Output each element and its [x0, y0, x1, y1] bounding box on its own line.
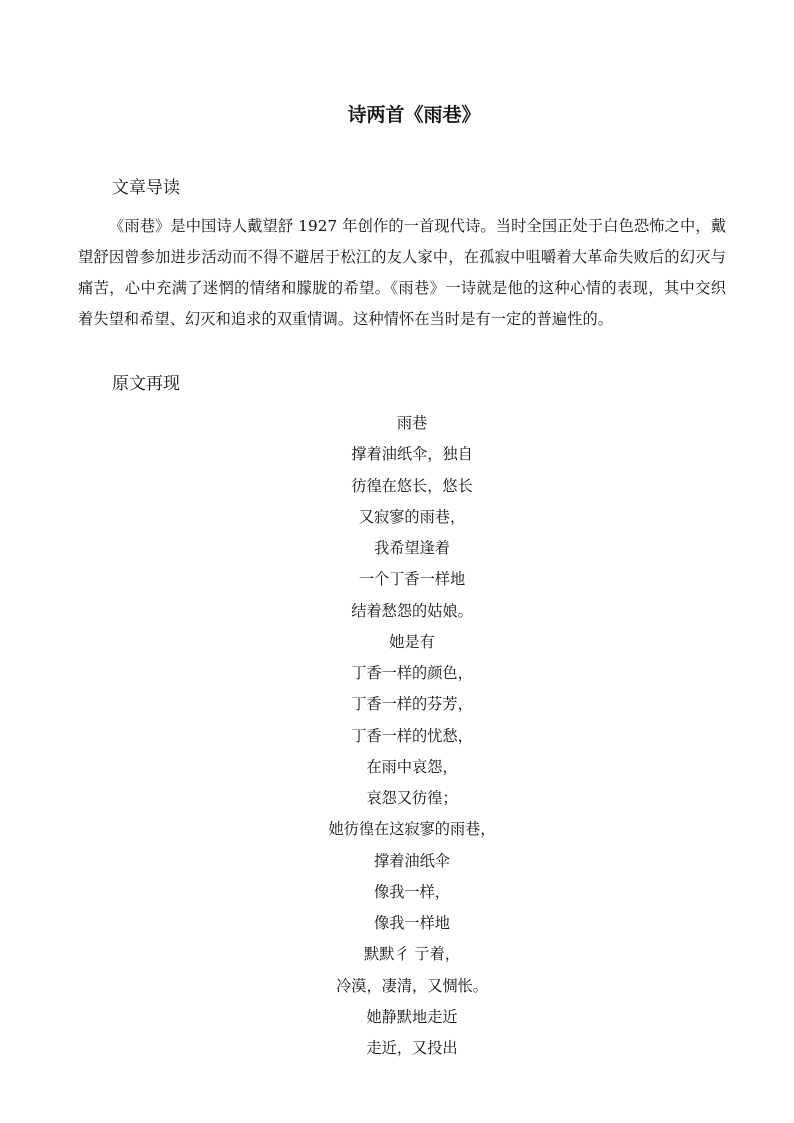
poem-line: 像我一样地 — [374, 914, 450, 932]
poem-line: 我希望逢着 — [374, 539, 450, 557]
poem-line: 在雨中哀怨， — [366, 757, 458, 776]
intro-paragraph: 《雨巷》是中国诗人戴望舒 1927 年创作的一首现代诗。当时全国正处于白色恐怖之中，戴望舒因曾参加进步活动而不得不避居于松江的友人家中，在孤寂中咀嚼着大革命失败后的幻灭与痛苦，心中充满了迷惘的情绪和朦胧的希望。《雨巷》一诗就是他的这种心情的表现，其中交织着失望和希望、幻灭和追求的双重情调。这种情怀在当时是有一定的普遍性的。 — [78, 217, 726, 328]
poem-line: 像我一样， — [374, 882, 450, 901]
poem-line: 撑着油纸伞，独自 — [351, 445, 473, 464]
poem-line: 她静默地走近 — [366, 1007, 458, 1026]
poem-title: 雨巷 — [396, 414, 428, 432]
original-text-heading: 原文再现 — [112, 374, 180, 394]
poem — [0, 408, 794, 1064]
intro-heading: 文章导读 — [112, 178, 180, 198]
poem-line: 丁香一样的忧愁， — [351, 726, 473, 745]
poem-line: 她彷徨在这寂寥的雨巷， — [328, 820, 496, 839]
poem-line: 默默彳 亍着， — [364, 945, 460, 964]
poem-line: 冷漠，凄清，又惆怅。 — [336, 976, 488, 995]
poem-line: 哀怨又彷徨； — [366, 789, 458, 807]
poem-line: 一个丁香一样地 — [358, 570, 466, 589]
poem-line: 丁香一样的颜色， — [351, 664, 473, 682]
poem-line: 走近，又投出 — [366, 1039, 458, 1057]
page-title: 诗两首《雨巷》 — [347, 104, 481, 126]
poem-line: 她是有 — [389, 632, 435, 651]
poem-line: 结着愁怨的姑娘。 — [351, 601, 473, 620]
poem-line: 撑着油纸伞 — [374, 851, 450, 870]
poem-line: 彷徨在悠长，悠长 — [351, 476, 473, 495]
poem-line: 丁香一样的芬芳， — [351, 695, 473, 714]
poem-line: 又寂寥的雨巷， — [358, 507, 466, 526]
